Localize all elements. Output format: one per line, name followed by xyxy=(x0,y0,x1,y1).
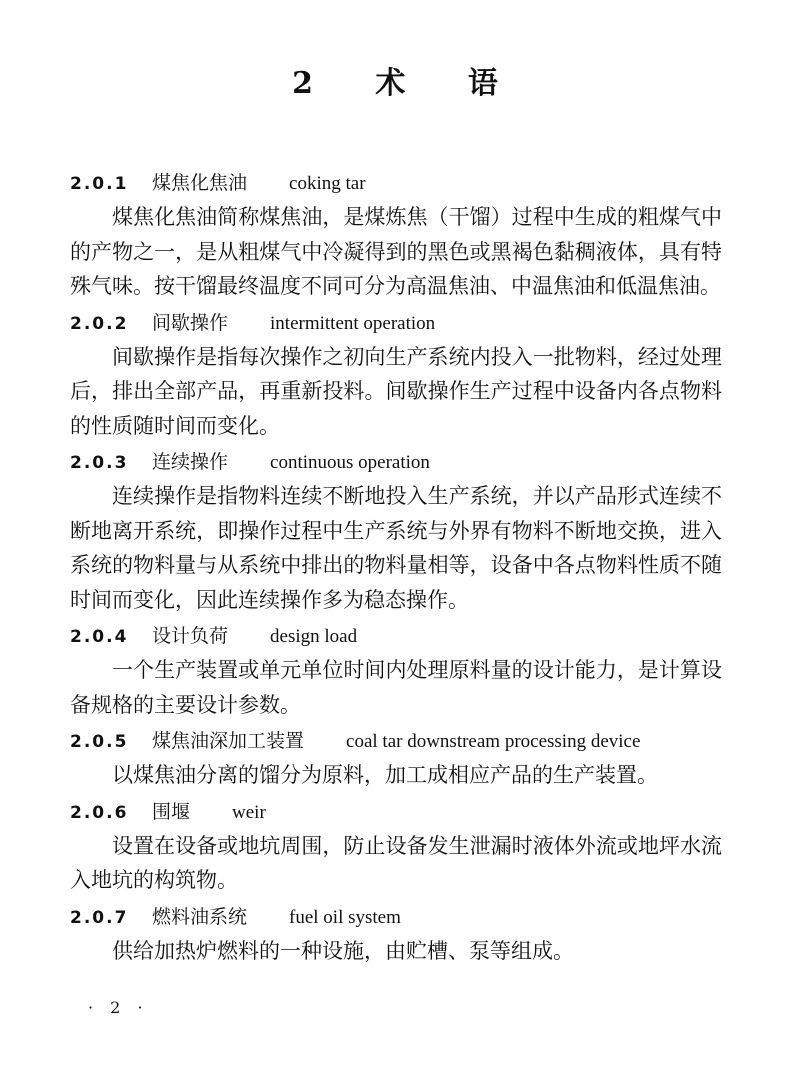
term-definition: 间歇操作是指每次操作之初向生产系统内投入一批物料，经过处理后，排出全部产品，再重新投料。间歇操作生产过程中设备内各点物料的性质随时间而变化。 xyxy=(70,344,722,438)
term-heading xyxy=(70,445,722,479)
term-chinese-name: 间歇操作 xyxy=(152,311,229,334)
term-heading xyxy=(70,795,722,829)
term-english-name: continuous operation xyxy=(270,452,430,473)
term-2-0-4 xyxy=(70,619,722,724)
term-english-name: coal tar downstream processing device xyxy=(346,731,641,752)
term-chinese-name: 连续操作 xyxy=(152,451,229,473)
term-number: 2.0.1 xyxy=(70,174,129,194)
term-number: 2.0.2 xyxy=(70,313,129,334)
term-english-name: coking tar xyxy=(289,173,366,194)
term-definition: 一个生产装置或单元单位时间内处理原料量的设计能力，是计算设备规格的主要设计参数。 xyxy=(70,658,722,717)
term-definition: 连续操作是指物料连续不断地投入生产系统，并以产品形式连续不断地离开系统，即操作过程中生产系统与外界有物料不断地交换，进入系统的物料量与从系统中排出的物料量相等，设备中各点物料性质不随时间而变化，因此连续操作多为稳态操作。 xyxy=(70,484,722,612)
term-2-0-7 xyxy=(70,900,722,971)
term-english-name: fuel oil system xyxy=(289,906,401,928)
term-number: 2.0.5 xyxy=(70,732,129,752)
term-definition: 以煤焦油分离的馏分为原料，加工成相应产品的生产装置。 xyxy=(112,763,658,787)
term-heading xyxy=(70,724,722,758)
term-heading xyxy=(70,306,722,340)
term-2-0-6 xyxy=(70,795,722,900)
term-chinese-name: 煤焦化焦油 xyxy=(152,172,248,194)
page-number: · 2 · xyxy=(88,998,149,1017)
term-definition: 煤焦化焦油简称煤焦油，是煤炼焦（干馏）过程中生成的粗煤气中的产物之一，是从粗煤气中冷凝得到的黑色或黑褐色黏稠液体，具有特殊气味。按干馏最终温度不同可分为高温焦油、中温焦油和低温焦油。 xyxy=(70,205,722,298)
term-chinese-name: 围堰 xyxy=(152,800,191,823)
term-2-0-1 xyxy=(70,166,722,306)
term-number: 2.0.4 xyxy=(70,627,129,647)
page-title: 2 术 语 xyxy=(292,66,524,101)
term-definition: 设置在设备或地坑周围，防止设备发生泄漏时液体外流或地坪水流入地坑的构筑物。 xyxy=(70,833,722,892)
term-heading xyxy=(70,166,722,200)
term-2-0-2 xyxy=(70,306,722,446)
term-heading xyxy=(70,900,722,934)
term-chinese-name: 设计负荷 xyxy=(152,625,229,647)
term-number: 2.0.7 xyxy=(70,907,129,928)
term-chinese-name: 燃料油系统 xyxy=(152,905,248,928)
term-number: 2.0.6 xyxy=(70,802,129,823)
term-english-name: design load xyxy=(270,626,358,647)
term-english-name: weir xyxy=(232,801,266,823)
term-number: 2.0.3 xyxy=(70,453,129,473)
term-heading xyxy=(70,619,722,653)
term-definition: 供给加热炉燃料的一种设施，由贮槽、泵等组成。 xyxy=(112,938,574,963)
terms-list xyxy=(70,166,722,970)
term-2-0-3 xyxy=(70,445,722,619)
term-chinese-name: 煤焦油深加工装置 xyxy=(152,730,305,752)
term-english-name: intermittent operation xyxy=(270,312,436,334)
term-2-0-5 xyxy=(70,724,722,795)
